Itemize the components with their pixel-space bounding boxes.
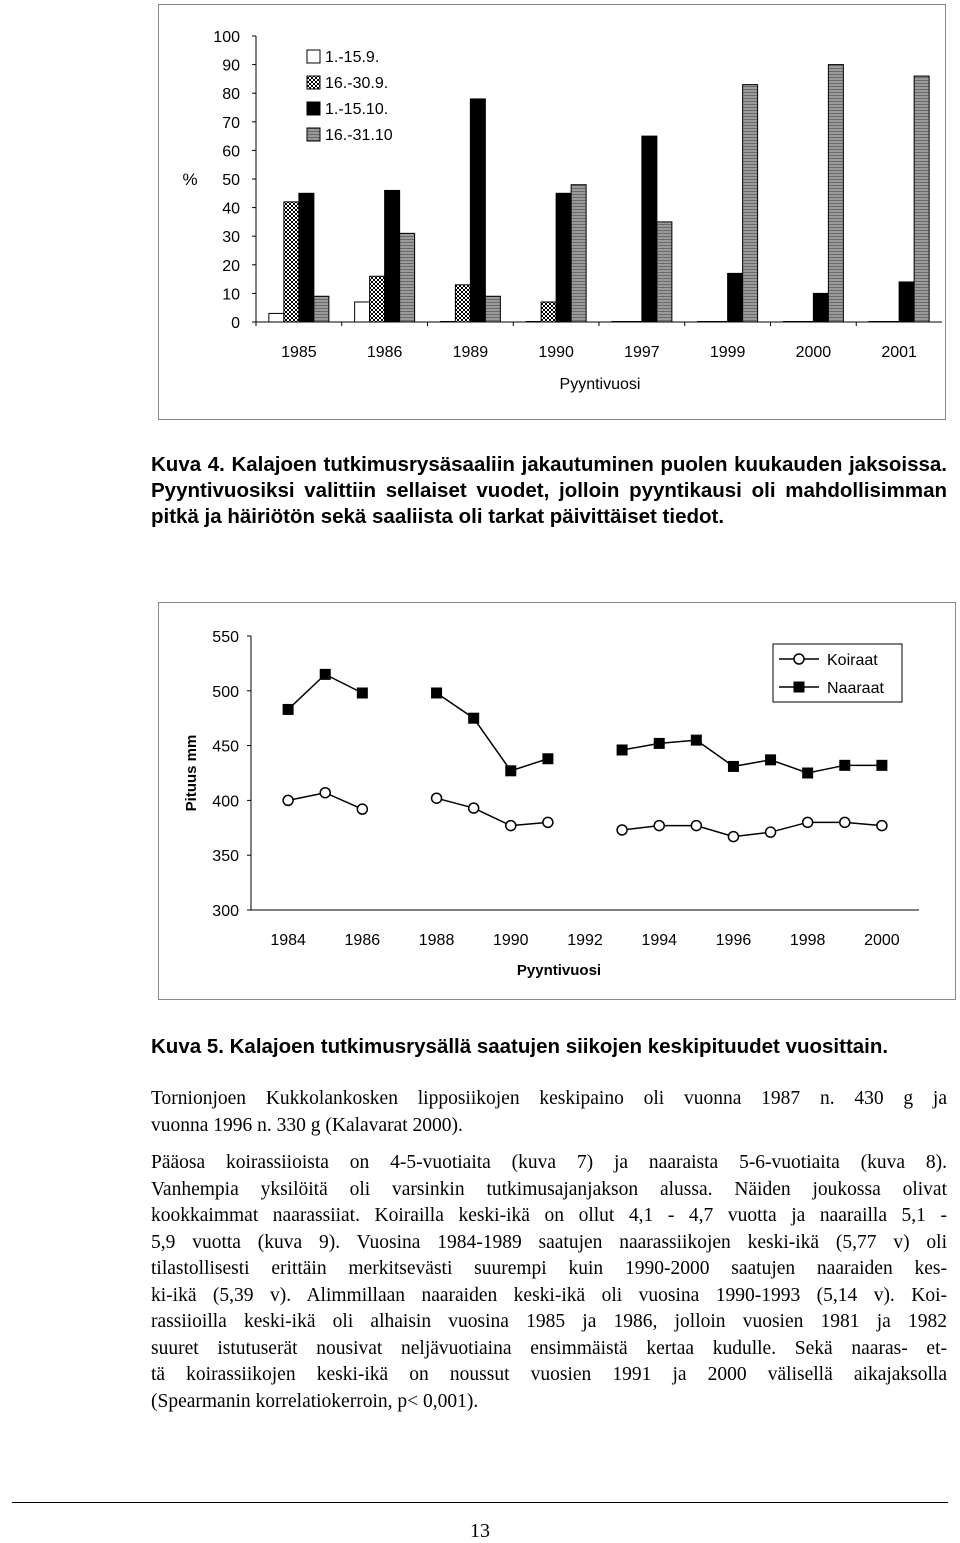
y-tick-label: 350 (212, 848, 239, 866)
legend-label: Koiraat (827, 652, 878, 669)
data-point (357, 687, 368, 698)
legend-label: 1.-15.10. (325, 101, 389, 118)
x-tick-label: 1986 (344, 932, 381, 949)
bar (269, 313, 284, 322)
paragraph-line: rassiioilla keski-ikä oli alhaisin vuosina 1985 ja 1986, jolloin vuosien 1981 ja 1982 (151, 1311, 947, 1332)
paragraph-line: Tornionjoen Kukkolankosken lipposiikojen keskipaino oli vuonna 1987 n. 430 g ja (151, 1088, 947, 1109)
paragraph-line: Pääosa koirassiioista on 4-5-vuotiaita (kuva 7) ja naaraista 5-6-vuotiaita (kuva 8). (151, 1152, 947, 1173)
paragraph-body-1 (151, 1086, 947, 1139)
bar (455, 285, 470, 322)
data-point (691, 735, 702, 746)
paragraph-line: (Spearmanin korrelatiokerroin, p< 0,001). (151, 1390, 479, 1412)
legend-swatch (307, 76, 320, 89)
x-tick-label: 2000 (864, 932, 900, 949)
paragraph-line: ki-ikä (5,39 v). Alimmillaan naaraiden keski-ikä oli vuosina 1990-1993 (5,14 v). Koi- (151, 1284, 947, 1306)
data-point (505, 765, 516, 776)
y-tick-label: 50 (222, 172, 240, 189)
y-tick-label: 0 (231, 315, 240, 332)
bar (899, 282, 914, 322)
bar (355, 302, 370, 322)
x-tick-label: 1990 (538, 344, 574, 361)
bar-chart-svg (159, 5, 945, 419)
x-tick-label: 2001 (881, 344, 917, 361)
legend-swatch (307, 50, 320, 63)
data-point (876, 760, 887, 771)
data-point (468, 713, 479, 724)
figure-5-line-chart (158, 602, 956, 1000)
line-chart-svg (159, 603, 955, 999)
legend-marker (794, 654, 804, 664)
x-tick-label: 1997 (624, 344, 660, 361)
legend-label: 1.-15.9. (325, 49, 380, 66)
y-tick-label: 30 (222, 229, 240, 247)
y-tick-label: 70 (222, 114, 240, 132)
figure-4-caption: Kuva 4. Kalajoen tutkimusrysäsaaliin jakautuminen puolen kuukauden jaksoissa. Pyyntivuosiksi valittiin sellaiset vuodet, jolloin pyyntikausi oli mahdollisimman pitkä ja häiriötön sekä saaliista oli tarkat päivittäiset tiedot. (151, 453, 947, 528)
data-point (691, 821, 701, 831)
bar (541, 302, 556, 322)
paragraph-line: 5,9 vuotta (kuva 9). Vuosina 1984-1989 saatujen naarassiikojen keski-ikä (5,77 v) oli (151, 1231, 947, 1253)
bar (728, 273, 743, 322)
bar (783, 322, 798, 323)
paragraph-line: vuonna 1996 n. 330 g (Kalavarat 2000). (151, 1114, 463, 1136)
x-tick-label: 1994 (641, 932, 678, 949)
x-tick-label: 1996 (715, 932, 752, 949)
x-tick-label: 1999 (709, 344, 746, 361)
bar (828, 65, 843, 322)
x-tick-label: 1986 (366, 344, 403, 361)
legend-label: 16.-30.9. (325, 75, 389, 92)
x-tick-label: 1989 (452, 344, 489, 361)
bar (884, 322, 899, 323)
y-tick-label: 10 (222, 286, 240, 304)
x-tick-label: 2000 (795, 344, 832, 361)
data-point (543, 817, 553, 827)
bar (470, 99, 485, 322)
legend-label: 16.-31.10 (325, 127, 393, 144)
data-point (431, 687, 442, 698)
paragraph-body-2 (151, 1150, 947, 1415)
x-tick-label: 1998 (789, 932, 826, 949)
legend-label: Naaraat (827, 680, 884, 697)
y-tick-label: 100 (213, 29, 240, 46)
bar (556, 193, 571, 322)
x-tick-label: 1992 (567, 932, 603, 949)
bar (314, 296, 329, 322)
bar (526, 322, 541, 323)
x-axis-label: Pyyntivuosi (516, 962, 602, 979)
y-tick-label: 80 (222, 86, 240, 104)
data-point (283, 795, 293, 805)
y-tick-label: 90 (222, 57, 240, 75)
data-point (617, 744, 628, 755)
data-point (840, 817, 850, 827)
data-point (283, 704, 294, 715)
y-tick-label: 20 (222, 257, 240, 275)
x-tick-label: 1985 (281, 344, 317, 361)
data-point (357, 804, 367, 814)
bar (571, 185, 586, 322)
data-point (617, 825, 627, 835)
page-number: 13 (470, 1520, 490, 1542)
legend-marker (794, 682, 805, 693)
y-tick-label: 300 (212, 903, 239, 920)
y-axis-label: % (182, 170, 198, 189)
data-point (469, 803, 479, 813)
data-point (803, 817, 813, 827)
bar (627, 322, 642, 323)
series-line (437, 693, 548, 771)
bar (798, 322, 813, 323)
bar (385, 190, 400, 322)
y-tick-label: 500 (212, 683, 239, 701)
paragraph-line: kookkaimmat naarassiiat. Koirailla keski-ikä on ollut 4,1 - 4,7 vuotta ja naarailla 5,1 - (151, 1205, 947, 1226)
y-tick-label: 60 (222, 143, 240, 161)
paragraph-line: Vanhempia yksilöitä oli varsinkin tutkimusajanjakson alussa. Näiden joukossa olivat (151, 1178, 947, 1200)
data-point (802, 768, 813, 779)
data-point (654, 738, 665, 749)
bar (299, 193, 314, 322)
data-point (765, 754, 776, 765)
data-point (728, 832, 738, 842)
data-point (320, 788, 330, 798)
data-point (542, 753, 553, 764)
bar (642, 136, 657, 322)
data-point (320, 669, 331, 680)
data-point (506, 821, 516, 831)
bar (284, 202, 299, 322)
bar (914, 76, 929, 322)
data-point (766, 827, 776, 837)
data-point (839, 760, 850, 771)
figure-4-bar-chart (158, 4, 946, 420)
data-point (877, 821, 887, 831)
footer-rule (12, 1502, 948, 1503)
legend-swatch (307, 102, 320, 115)
paragraph-line: suuret istutuserät nousivat neljävuotiaina ensimmäistä kertaa kudulle. Sekä naaras- et- (151, 1337, 947, 1359)
y-tick-label: 40 (222, 200, 240, 218)
series-line (437, 798, 548, 825)
bar (370, 276, 385, 322)
bar (813, 293, 828, 322)
paragraph-line: tilastollisesti erittäin merkitsevästi suurempi kuin 1990-2000 saatujen naaraiden kes- (151, 1258, 947, 1279)
bar (400, 233, 415, 322)
y-tick-label: 450 (212, 738, 239, 756)
x-axis-label: Pyyntivuosi (559, 376, 641, 393)
figure-5-caption: Kuva 5. Kalajoen tutkimusrysällä saatujen siikojen keskipituudet vuosittain. (151, 1035, 889, 1058)
bar (485, 296, 500, 322)
y-axis-label: Pituus mm (183, 734, 200, 812)
data-point (728, 761, 739, 772)
paragraph-line: tä koirassiikojen keski-ikä on noussut vuosien 1991 ja 2000 välisellä aikajaksolla (151, 1364, 947, 1385)
bar (657, 222, 672, 322)
bar (713, 322, 728, 323)
bar (698, 322, 713, 323)
data-point (654, 821, 664, 831)
y-tick-label: 400 (212, 793, 239, 811)
x-tick-label: 1988 (418, 932, 455, 949)
y-tick-label: 550 (212, 629, 239, 646)
bar (869, 322, 884, 323)
x-tick-label: 1990 (492, 932, 529, 949)
bar (743, 85, 758, 322)
bar (440, 322, 455, 323)
legend-swatch (307, 128, 320, 141)
bar (612, 322, 627, 323)
x-tick-label: 1984 (270, 932, 306, 949)
data-point (432, 793, 442, 803)
